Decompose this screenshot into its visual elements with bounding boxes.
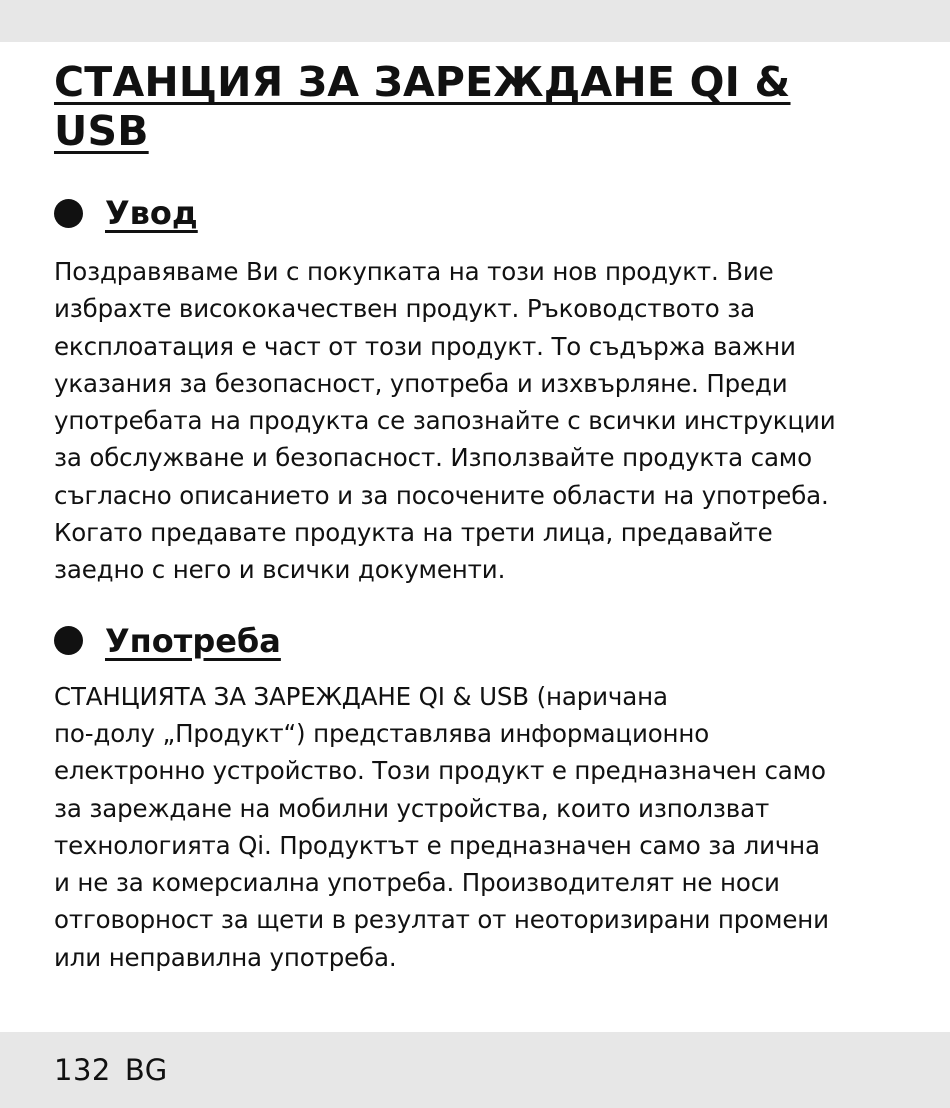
paragraph-line: отговорност за щети в резултат от неоторизирани промени [54,905,829,935]
paragraph-line: за обслужване и безопасност. Използвайте продукта само [54,443,812,473]
paragraph-line: по-долу „Продукт“) представлява информационно [54,718,710,748]
paragraph-line: Поздравяваме Ви с покупката на този нов продукт. Вие [54,257,774,286]
page-footer [54,1052,168,1088]
page-content [54,58,874,976]
section-paragraph-usage [54,678,874,976]
paragraph-line: за зареждане на мобилни устройства, които използват [54,793,770,823]
top-margin-band [0,0,950,42]
paragraph-line: заедно с него и всички документи. [54,555,506,585]
paragraph-line: и не за комерсиална употреба. Производителят не носи [54,868,780,898]
paragraph-line: експлоатация е част от този продукт. То съдържа важни [54,331,796,361]
paragraph-line: или неправилна употреба. [54,942,397,972]
title-line: СТАНЦИЯ ЗА ЗАРЕЖДАНЕ QI & [54,58,791,106]
document-title [54,58,874,156]
section-heading-label: Увод [105,194,198,232]
paragraph-line: избрахте висококачествен продукт. Ръководството за [54,294,755,324]
section-paragraph-intro [54,253,874,589]
paragraph-line: употребата на продукта се запознайте с всички инструкции [54,406,836,436]
paragraph-line: СТАНЦИЯТА ЗА ЗАРЕЖДАНЕ QI & USB (наричана [54,681,668,711]
paragraph-line: технологията Qi. Продуктът е предназначен само за лична [54,830,820,860]
page-number: 132 [54,1053,111,1087]
section-heading-label: Употреба [105,621,281,660]
paragraph-line: указания за безопасност, употреба и изхвърляне. Преди [54,368,788,398]
language-code: BG [124,1053,168,1087]
paragraph-line: Когато предавате продукта на трети лица, предавайте [54,518,773,548]
title-line: USB [54,107,149,155]
section-heading-intro [54,193,874,233]
section-heading-usage [54,621,874,661]
paragraph-line: електронно устройство. Този продукт е предназначен само [54,756,826,786]
bullet-icon [54,199,83,228]
paragraph-line: съгласно описанието и за посочените области на употреба. [54,480,829,510]
bullet-icon [54,626,83,655]
